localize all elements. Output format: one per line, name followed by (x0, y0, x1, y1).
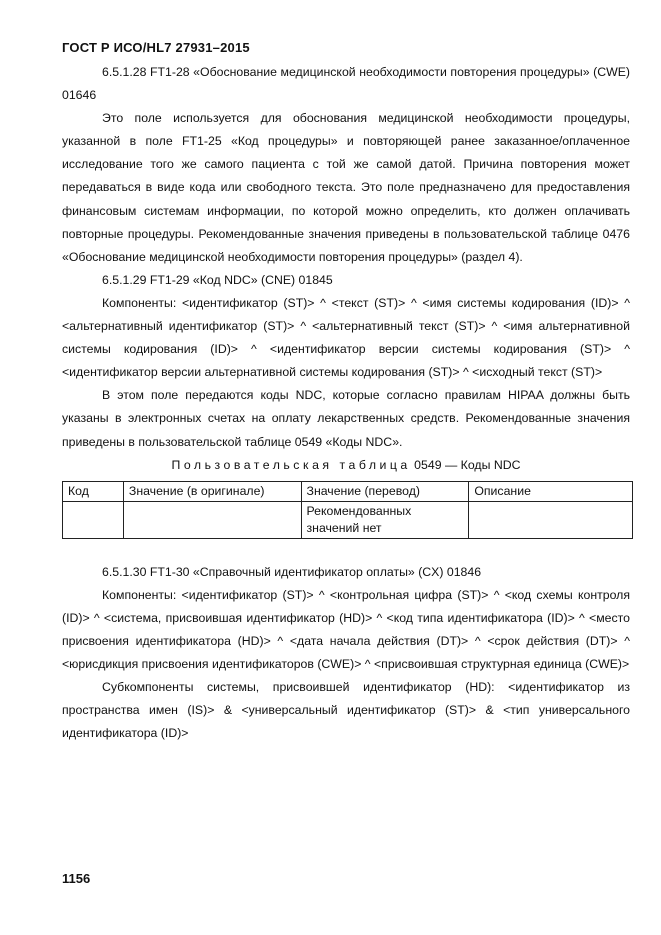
paragraph: Компоненты: <идентификатор (ST)> ^ <контрольная цифра (ST)> ^ <код схемы контроля (ID)> ^ <система, присвоившая идентификатор (HD)> ^ <код типа идентификатора (ID)> ^ <место присвоения идентификатора (HD)> ^ <дата начала действия (DT)> ^ <срок действия (DT)> ^ <юрисдикция присвоения идентификаторов (CWE)> ^ <присвоившая структурная единица (CWE)> (62, 587, 630, 672)
table-cell: Рекомендованных значений нет (301, 501, 469, 538)
paragraph: Это поле используется для обоснования медицинской необходимости процедуры, указанной в поле FT1-25 «Код процедуры» и повторяющей ранее заказанное/оплаченное исследование того же самого пациента с той же самой датой. Причина повторения может передаваться в виде кода или свободного текста. Это поле предназначено для предоставления финансовым системам информации, по которой можно определить, кто должен оплачивать повторные процедуры. Рекомендованные значения приведены в пользовательской таблице 0476 «Обоснование медицинской необходимости повторения процедуры» (раздел 4). (62, 111, 630, 264)
paragraph: Субкомпоненты системы, присвоившей идентификатор (HD): <идентификатор из пространства имен (IS)> & <универсальный идентификатор (ST)> & <тип универсального идентификатора (ID)> (62, 680, 630, 741)
document-header: ГОСТ Р ИСО/HL7 27931–2015 (62, 40, 250, 55)
document-body (62, 61, 630, 745)
column-header-description: Описание (469, 481, 633, 501)
table-cell (469, 501, 633, 538)
column-header-original-value: Значение (в оригинале) (123, 481, 301, 501)
column-header-translated-value: Значение (перевод) (301, 481, 469, 501)
section-heading-ft1-30: 6.5.1.30 FT1-30 «Справочный идентификатор оплаты» (CX) 01846 (102, 564, 482, 579)
ndc-codes-table (62, 481, 633, 539)
table-header-row (63, 481, 633, 501)
table-caption-label: Пользовательская таблица (171, 457, 411, 472)
table-cell (123, 501, 301, 538)
table-cell (63, 501, 124, 538)
table-row (63, 501, 633, 538)
section-heading-ft1-29: 6.5.1.29 FT1-29 «Код NDC» (CNE) 01845 (102, 272, 333, 287)
paragraph: Компоненты: <идентификатор (ST)> ^ <текст (ST)> ^ <имя системы кодирования (ID)> ^ <альтернативный идентификатор (ST)> ^ <альтернативный текст (ST)> ^ <имя альтернативной системы кодирования (ID)> ^ <идентификатор версии системы кодирования (ST)> ^ <идентификатор версии альтернативной системы кодирования (ST)> ^ <исходный текст (ST)> (62, 295, 630, 380)
section-heading-ft1-28: 6.5.1.28 FT1-28 «Обоснование медицинской необходимости повторения процедуры» (CWE) 01646 (62, 65, 630, 103)
paragraph: В этом поле передаются коды NDC, которые согласно правилам HIPAA должны быть указаны в электронных счетах на оплату лекарственных средств. Рекомендованные значения приведены в пользовательской таблице 0549 «Коды NDC». (62, 388, 630, 449)
spacer (62, 539, 630, 561)
table-caption (62, 454, 630, 477)
table-caption-title: 0549 — Коды NDC (410, 457, 521, 472)
page-number: 1156 (62, 871, 91, 886)
column-header-code: Код (63, 481, 124, 501)
